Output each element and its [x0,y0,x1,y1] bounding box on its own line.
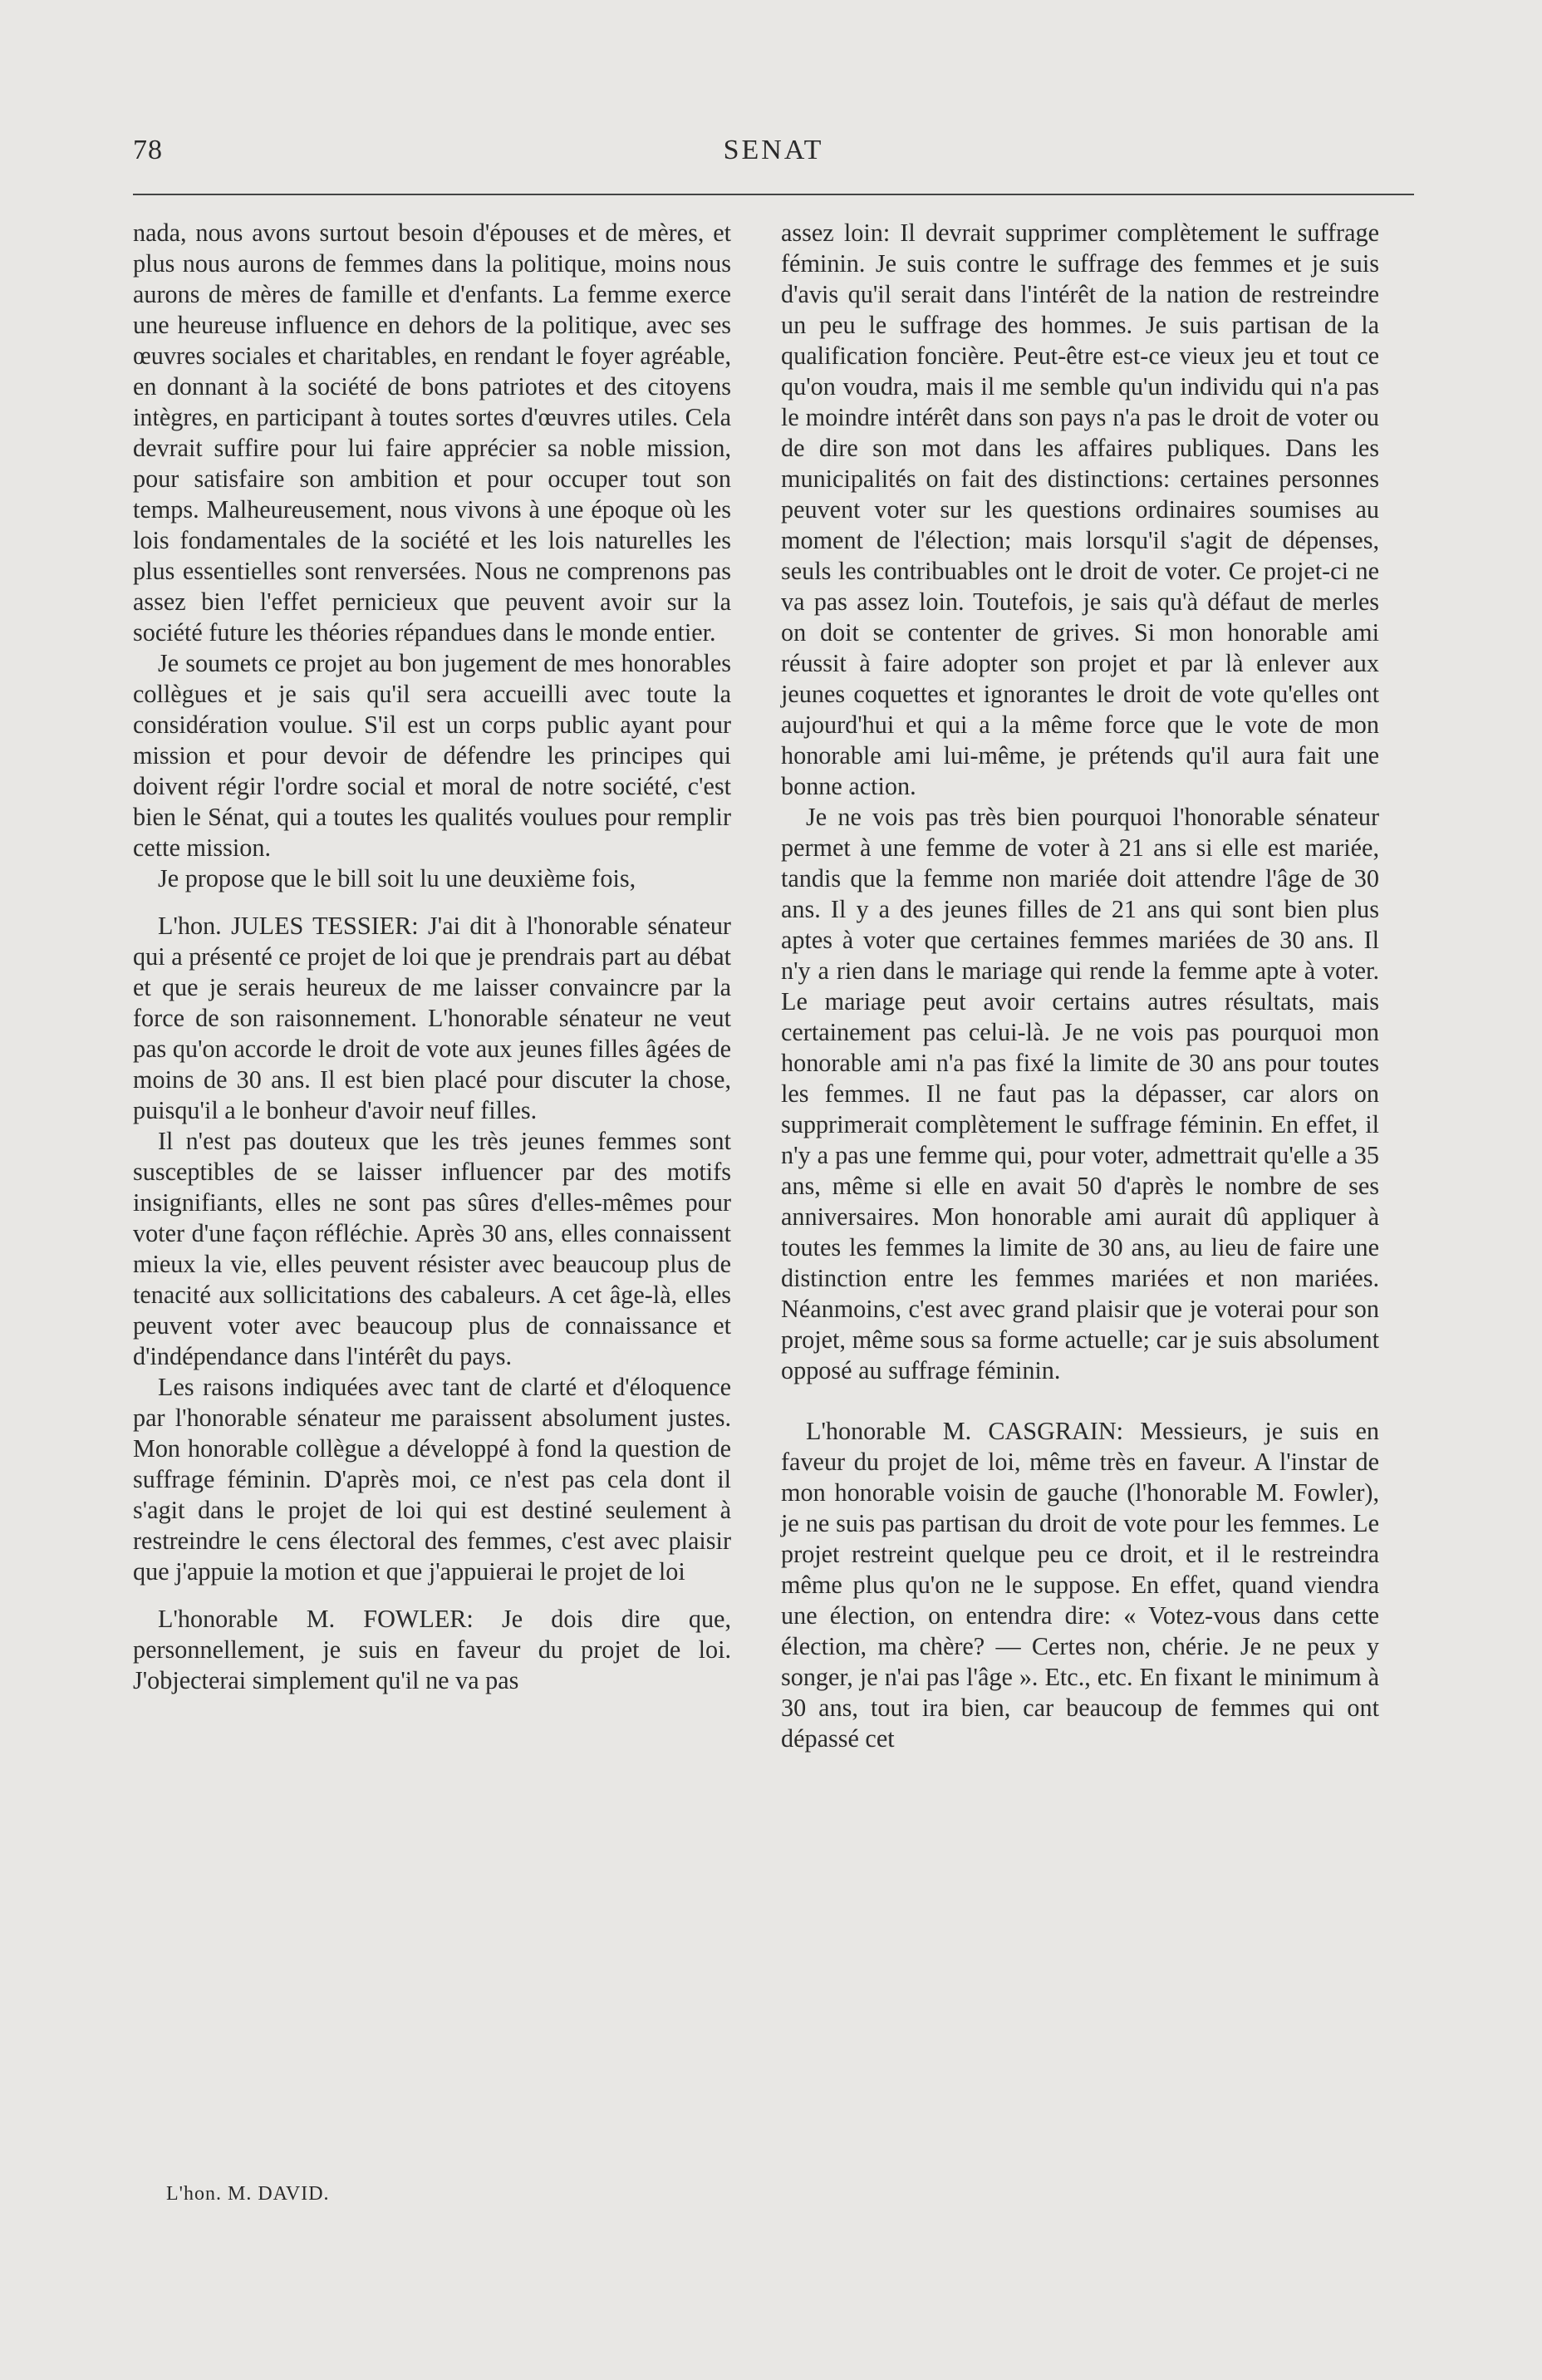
paragraph: nada, nous avons surtout besoin d'épouses et de mères, et plus nous aurons de femmes dans la politique, moins nous aurons de mères de famille et d'enfants. La femme exerce une heureuse influence en dehors de la politique, avec ses œuvres sociales et charitables, en rendant le foyer agréable, en donnant à la société de bons patriotes et des citoyens intègres, en participant à toutes sortes d'œuvres utiles. Cela devrait suffire pour lui faire apprécier sa noble mission, pour satisfaire son ambition et pour occuper tout son temps. Malheureusement, nous vivons à une époque où les lois fondamentales de la société et les lois naturelles les plus essentielles sont renversées. Nous ne comprenons pas assez bien l'effet pernicieux que peuvent avoir sur la société future les théories répandues dans le monde entier. [133,219,731,647]
footer-note: L'hon. M. DAVID. [166,2183,330,2205]
left-column [133,218,731,1696]
paragraph: Je soumets ce projet au bon jugement de mes honorables collègues et je sais qu'il sera accueilli avec toute la considération voulue. S'il est un corps public ayant pour mission et pour devoir de défendre les principes qui doivent régir l'ordre social et moral de notre société, c'est bien le Sénat, qui a toutes les qualités voulues pour remplir cette mission. [133,649,731,862]
paragraph: Les raisons indiquées avec tant de clarté et d'éloquence par l'honorable sénateur me paraissent absolument justes. Mon honorable collègue a développé à fond la question de suffrage féminin. D'après moi, ce n'est pas cela dont il s'agit dans le projet de loi qui est destiné seulement à restreindre le cens électoral des femmes, c'est avec plaisir que j'appuie la motion et que j'appuierai le projet de loi [133,1373,731,1586]
page-header [133,135,1414,171]
paragraph: Je propose que le bill soit lu une deuxième fois, [158,864,636,893]
paragraph: L'honorable M. FOWLER: Je dois dire que, personnellement, je suis en faveur du projet de loi. J'objecterai simplement qu'il ne va pas [133,1605,731,1694]
paragraph: Il n'est pas douteux que les très jeunes femmes sont susceptibles de se laisser influencer par des motifs insignifiants, elles ne sont pas sûres d'elles-mêmes pour voter d'une façon réfléchie. Après 30 ans, elles connaissent mieux la vie, elles peuvent résister avec beaucoup plus de tenacité aux sollicitations des cabaleurs. A cet âge-là, elles peuvent voter avec beaucoup plus de connaissance et d'indépendance dans l'intérêt du pays. [133,1127,731,1370]
paragraph: L'hon. JULES TESSIER: J'ai dit à l'honorable sénateur qui a présenté ce projet de loi que je prendrais part au débat et que je serais heureux de me laisser convaincre par la force de son raisonnement. L'honorable sénateur ne veut pas qu'on accorde le droit de vote aux jeunes filles âgées de moins de 30 ans. Il est bien placé pour discuter la chose, puisqu'il a le bonheur d'avoir neuf filles. [133,912,731,1124]
paragraph: assez loin: Il devrait supprimer complètement le suffrage féminin. Je suis contre le suffrage des femmes et je suis d'avis qu'il serait dans l'intérêt de la nation de restreindre un peu le suffrage des hommes. Je suis partisan de la qualification foncière. Peut-être est-ce vieux jeu et tout ce qu'on voudra, mais il me semble qu'un individu qui n'a pas le moindre intérêt dans son pays n'a pas le droit de voter ou de dire son mot dans les affaires publiques. Dans les municipalités on fait des distinctions: certaines personnes peuvent voter sur les questions ordinaires soumises au moment de l'élection; mais lorsqu'il s'agit de dépenses, seuls les contribuables ont le droit de voter. Ce projet-ci ne va pas assez loin. Toutefois, je sais qu'à défaut de merles on doit se contenter de grives. Si mon honorable ami réussit à faire adopter son projet et par là enlever aux jeunes coquettes et ignorantes le droit de vote qu'elles ont aujourd'hui et qui a la même force que le vote de mon honorable ami lui-même, je prétends qu'il aura fait une bonne action. [781,219,1379,800]
paragraph: L'honorable M. CASGRAIN: Messieurs, je suis en faveur du projet de loi, même très en faveur. A l'instar de mon honorable voisin de gauche (l'honorable M. Fowler), je ne suis pas partisan du droit de vote pour les femmes. Le projet restreint quelque peu ce droit, et il le restreindra même plus qu'on ne le suppose. En effet, quand viendra une élection, on entendra dire: « Votez-vous dans cette élection, ma chère? — Certes non, chérie. Je ne peux y songer, je n'ai pas l'âge ». Etc., etc. En fixant le minimum à 30 ans, tout ira bien, car beaucoup de femmes qui ont dépassé cet [781,1417,1379,1753]
paragraph: Je ne vois pas très bien pourquoi l'honorable sénateur permet à une femme de voter à 21 ans si elle est mariée, tandis que la femme non mariée doit attendre l'âge de 30 ans. Il y a des jeunes filles de 21 ans qui sont bien plus aptes à voter que certaines femmes mariées de 30 ans. Il n'y a rien dans le mariage qui rende la femme apte à voter. Le mariage peut avoir certains autres résultats, mais certainement pas celui-là. Je ne vois pas pourquoi mon honorable ami n'a pas fixé la limite de 30 ans pour toutes les femmes. Il ne faut pas la dépasser, car alors on supprimerait complètement le suffrage féminin. En effet, il n'y a pas une femme qui, pour voter, admettrait qu'elle a 35 ans, même si elle en avait 50 d'après le nombre de ses anniversaires. Mon honorable ami aurait dû appliquer à toutes les femmes la limite de 30 ans, au lieu de faire une distinction entre les femmes mariées et non mariées. Néanmoins, c'est avec grand plaisir que je voterai pour son projet, même sous sa forme actuelle; car je suis absolument opposé au suffrage féminin. [781,803,1379,1384]
header-rule [133,194,1414,195]
right-column [781,218,1379,1754]
running-title: SENAT [723,135,824,165]
page-number: 78 [133,135,163,165]
